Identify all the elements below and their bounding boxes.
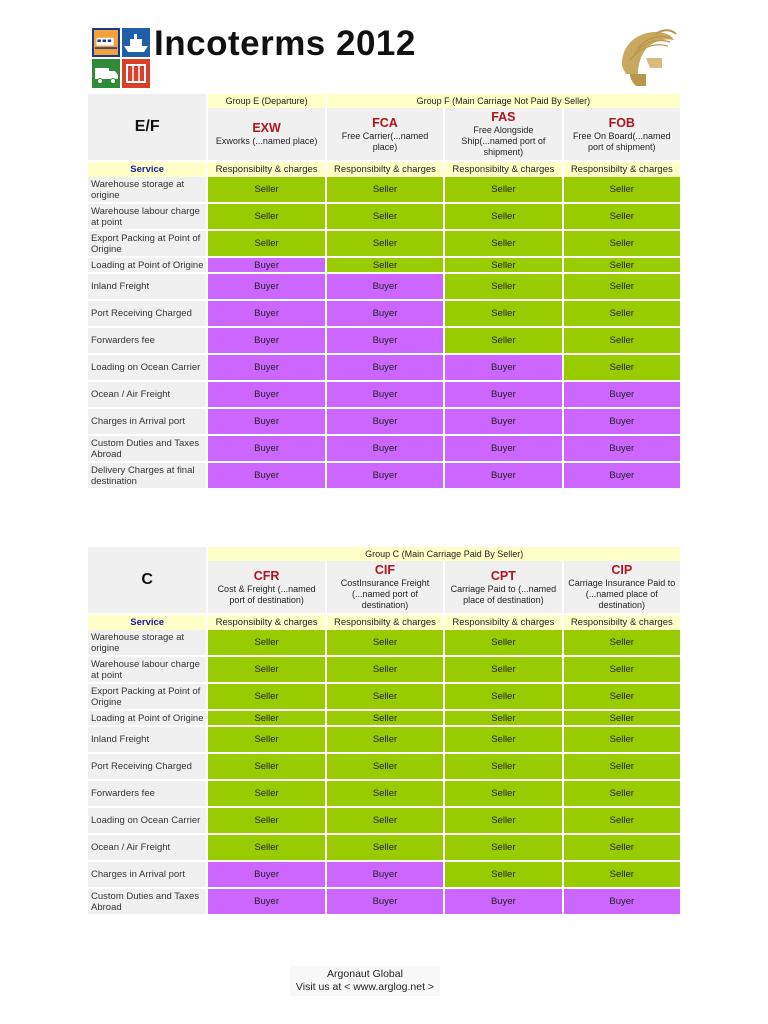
responsibility-cell-seller: Seller (562, 177, 680, 204)
argonaut-helmet-logo (616, 24, 678, 90)
website-link[interactable]: Visit us at < www.arglog.net > (295, 981, 435, 993)
responsibility-cell-buyer: Buyer (325, 862, 443, 889)
responsibility-cell-seller: Seller (443, 727, 561, 754)
responsibility-cell-buyer: Buyer (443, 463, 561, 490)
table-row (88, 630, 680, 657)
responsibility-cell-buyer: Buyer (206, 889, 324, 916)
table-row (88, 328, 680, 355)
service-header-row (88, 615, 680, 630)
table-row (88, 808, 680, 835)
responsibility-cell-seller: Seller (325, 835, 443, 862)
responsibility-cell-seller: Seller (443, 835, 561, 862)
service-name: Warehouse labour charge at point (88, 204, 206, 231)
responsibility-cell-seller: Seller (443, 684, 561, 711)
responsibility-cell-seller: Seller (562, 727, 680, 754)
responsibility-cell-seller: Seller (443, 711, 561, 727)
responsibility-cell-seller: Seller (206, 630, 324, 657)
responsibility-cell-seller: Seller (443, 204, 561, 231)
table-row (88, 274, 680, 301)
responsibility-cell-seller: Seller (325, 808, 443, 835)
term-header-cif (325, 561, 443, 613)
responsibility-cell-seller: Seller (562, 781, 680, 808)
service-name: Charges in Arrival port (88, 409, 206, 436)
term-code: FAS (491, 110, 516, 124)
responsibility-cell-buyer: Buyer (562, 463, 680, 490)
table-row (88, 781, 680, 808)
term-header-fca (325, 108, 443, 160)
term-description: Carriage Insurance Paid to (...named place of destination) (568, 578, 676, 610)
term-description: Cost & Freight (...named port of destination) (217, 583, 316, 605)
section-label: C (88, 547, 206, 613)
responsibility-cell-seller: Seller (206, 684, 324, 711)
responsibility-cell-seller: Seller (443, 657, 561, 684)
table-row (88, 711, 680, 727)
responsibility-cell-seller: Seller (443, 274, 561, 301)
service-name: Forwarders fee (88, 781, 206, 808)
responsibility-cell-seller: Seller (562, 808, 680, 835)
responsibility-cell-seller: Seller (562, 328, 680, 355)
responsibility-cell-seller: Seller (562, 835, 680, 862)
responsibility-cell-seller: Seller (443, 328, 561, 355)
responsibility-cell-seller: Seller (325, 711, 443, 727)
service-name: Port Receiving Charged (88, 301, 206, 328)
incoterms-c-table (88, 547, 680, 916)
responsibility-cell-seller: Seller (206, 808, 324, 835)
responsibility-column-label: Responsibilty & charges (325, 615, 443, 630)
responsibility-cell-buyer: Buyer (562, 889, 680, 916)
responsibility-cell-buyer: Buyer (206, 463, 324, 490)
group-header: Group F (Main Carriage Not Paid By Seller) (325, 94, 680, 108)
responsibility-cell-seller: Seller (206, 231, 324, 258)
table-row (88, 382, 680, 409)
responsibility-cell-buyer: Buyer (206, 328, 324, 355)
responsibility-cell-seller: Seller (562, 657, 680, 684)
service-name: Export Packing at Point of Origine (88, 231, 206, 258)
responsibility-cell-buyer: Buyer (325, 889, 443, 916)
table-row (88, 862, 680, 889)
term-description: CostInsurance Freight (...named port of destination) (340, 578, 430, 610)
responsibility-cell-seller: Seller (206, 204, 324, 231)
responsibility-cell-seller: Seller (325, 754, 443, 781)
responsibility-column-label: Responsibilty & charges (562, 615, 680, 630)
group-header: Group E (Departure) (206, 94, 324, 108)
responsibility-cell-seller: Seller (206, 835, 324, 862)
responsibility-cell-seller: Seller (206, 177, 324, 204)
responsibility-cell-seller: Seller (562, 754, 680, 781)
term-code: FCA (372, 115, 398, 130)
responsibility-cell-buyer: Buyer (206, 382, 324, 409)
responsibility-column-label: Responsibilty & charges (325, 162, 443, 177)
group-header: Group C (Main Carriage Paid By Seller) (206, 547, 680, 561)
responsibility-cell-seller: Seller (562, 711, 680, 727)
responsibility-cell-buyer: Buyer (562, 436, 680, 463)
responsibility-cell-buyer: Buyer (562, 409, 680, 436)
responsibility-cell-buyer: Buyer (206, 409, 324, 436)
service-name: Warehouse labour charge at point (88, 657, 206, 684)
service-name: Loading on Ocean Carrier (88, 355, 206, 382)
responsibility-cell-buyer: Buyer (206, 274, 324, 301)
table-row (88, 204, 680, 231)
responsibility-cell-seller: Seller (325, 231, 443, 258)
responsibility-cell-buyer: Buyer (206, 355, 324, 382)
responsibility-cell-seller: Seller (325, 684, 443, 711)
service-column-label: Service (88, 615, 206, 630)
responsibility-cell-seller: Seller (562, 204, 680, 231)
incoterms-ef-table (88, 94, 680, 490)
term-code: FOB (608, 115, 635, 130)
responsibility-cell-seller: Seller (443, 754, 561, 781)
table-row (88, 463, 680, 490)
responsibility-cell-seller: Seller (206, 754, 324, 781)
footer (290, 966, 440, 996)
responsibility-cell-buyer: Buyer (443, 382, 561, 409)
service-column-label: Service (88, 162, 206, 177)
term-header-fob (562, 108, 680, 160)
table-row (88, 231, 680, 258)
responsibility-cell-buyer: Buyer (325, 382, 443, 409)
page-title: Incoterms 2012 (154, 24, 416, 63)
train-icon (92, 28, 120, 57)
responsibility-cell-buyer: Buyer (562, 382, 680, 409)
term-code: CIF (374, 563, 396, 577)
service-name: Export Packing at Point of Origine (88, 684, 206, 711)
responsibility-column-label: Responsibilty & charges (206, 162, 324, 177)
term-description: Free Alongside Ship(...named port of shipment) (461, 125, 546, 157)
term-description: Free On Board(...named port of shipment) (573, 130, 671, 152)
responsibility-cell-seller: Seller (443, 301, 561, 328)
responsibility-cell-seller: Seller (562, 684, 680, 711)
responsibility-column-label: Responsibilty & charges (562, 162, 680, 177)
service-name: Loading on Ocean Carrier (88, 808, 206, 835)
responsibility-cell-seller: Seller (562, 301, 680, 328)
responsibility-column-label: Responsibilty & charges (443, 615, 561, 630)
responsibility-cell-buyer: Buyer (443, 409, 561, 436)
table-row (88, 754, 680, 781)
table-row (88, 409, 680, 436)
responsibility-cell-buyer: Buyer (325, 409, 443, 436)
service-name: Inland Freight (88, 274, 206, 301)
service-name: Charges in Arrival port (88, 862, 206, 889)
group-row (88, 547, 680, 561)
table-row (88, 684, 680, 711)
responsibility-cell-seller: Seller (325, 258, 443, 274)
responsibility-cell-buyer: Buyer (325, 328, 443, 355)
responsibility-cell-seller: Seller (443, 231, 561, 258)
responsibility-cell-buyer: Buyer (443, 889, 561, 916)
section-label: E/F (88, 94, 206, 160)
responsibility-cell-seller: Seller (443, 862, 561, 889)
responsibility-cell-seller: Seller (325, 781, 443, 808)
responsibility-cell-buyer: Buyer (443, 355, 561, 382)
group-row (88, 94, 680, 108)
responsibility-cell-seller: Seller (443, 630, 561, 657)
responsibility-cell-buyer: Buyer (206, 436, 324, 463)
responsibility-cell-seller: Seller (206, 657, 324, 684)
table-row (88, 436, 680, 463)
term-description: Free Carrier(...named place) (341, 130, 429, 152)
transport-logo (92, 28, 150, 90)
responsibility-cell-buyer: Buyer (206, 258, 324, 274)
responsibility-cell-seller: Seller (206, 711, 324, 727)
responsibility-cell-seller: Seller (562, 630, 680, 657)
responsibility-cell-buyer: Buyer (325, 274, 443, 301)
responsibility-cell-seller: Seller (562, 862, 680, 889)
responsibility-cell-buyer: Buyer (325, 355, 443, 382)
service-name: Warehouse storage at origine (88, 177, 206, 204)
term-header-cfr (206, 561, 324, 613)
responsibility-cell-buyer: Buyer (206, 301, 324, 328)
responsibility-cell-seller: Seller (562, 231, 680, 258)
container-icon (122, 59, 150, 88)
page-header (88, 20, 678, 92)
table-row (88, 835, 680, 862)
term-code: CFR (253, 568, 280, 583)
service-name: Warehouse storage at origine (88, 630, 206, 657)
service-name: Delivery Charges at final destination (88, 463, 206, 490)
service-header-row (88, 162, 680, 177)
term-code: CIP (611, 563, 633, 577)
responsibility-cell-seller: Seller (206, 781, 324, 808)
responsibility-cell-buyer: Buyer (206, 862, 324, 889)
responsibility-cell-seller: Seller (325, 727, 443, 754)
responsibility-cell-seller: Seller (562, 258, 680, 274)
service-name: Loading at Point of Origine (88, 258, 206, 274)
service-name: Port Receiving Charged (88, 754, 206, 781)
responsibility-column-label: Responsibilty & charges (206, 615, 324, 630)
responsibility-cell-seller: Seller (443, 808, 561, 835)
term-header-cpt (443, 561, 561, 613)
responsibility-cell-buyer: Buyer (325, 301, 443, 328)
truck-icon (92, 59, 120, 88)
responsibility-cell-seller: Seller (443, 177, 561, 204)
responsibility-cell-seller: Seller (443, 781, 561, 808)
responsibility-cell-buyer: Buyer (325, 436, 443, 463)
table-row (88, 177, 680, 204)
service-name: Custom Duties and Taxes Abroad (88, 889, 206, 916)
responsibility-cell-seller: Seller (325, 204, 443, 231)
responsibility-cell-seller: Seller (325, 630, 443, 657)
service-name: Inland Freight (88, 727, 206, 754)
table-row (88, 258, 680, 274)
term-description: Carriage Paid to (...named place of destination) (450, 583, 557, 605)
service-name: Ocean / Air Freight (88, 382, 206, 409)
term-header-exw (206, 108, 324, 160)
service-name: Ocean / Air Freight (88, 835, 206, 862)
table-row (88, 657, 680, 684)
term-code: EXW (252, 121, 281, 135)
responsibility-cell-seller: Seller (443, 258, 561, 274)
company-name: Argonaut Global (327, 968, 403, 980)
table-row (88, 355, 680, 382)
responsibility-cell-buyer: Buyer (443, 436, 561, 463)
responsibility-cell-buyer: Buyer (325, 463, 443, 490)
responsibility-cell-seller: Seller (562, 355, 680, 382)
term-header-fas (443, 108, 561, 160)
term-code: CPT (490, 568, 516, 583)
service-name: Forwarders fee (88, 328, 206, 355)
table-row (88, 301, 680, 328)
table-row (88, 727, 680, 754)
table-row (88, 889, 680, 916)
term-description: Exworks (...named place) (215, 136, 318, 146)
responsibility-column-label: Responsibilty & charges (443, 162, 561, 177)
responsibility-cell-seller: Seller (206, 727, 324, 754)
service-name: Custom Duties and Taxes Abroad (88, 436, 206, 463)
responsibility-cell-seller: Seller (325, 177, 443, 204)
service-name: Loading at Point of Origine (88, 711, 206, 727)
responsibility-cell-seller: Seller (562, 274, 680, 301)
ship-icon (122, 28, 150, 57)
term-header-cip (562, 561, 680, 613)
responsibility-cell-seller: Seller (325, 657, 443, 684)
